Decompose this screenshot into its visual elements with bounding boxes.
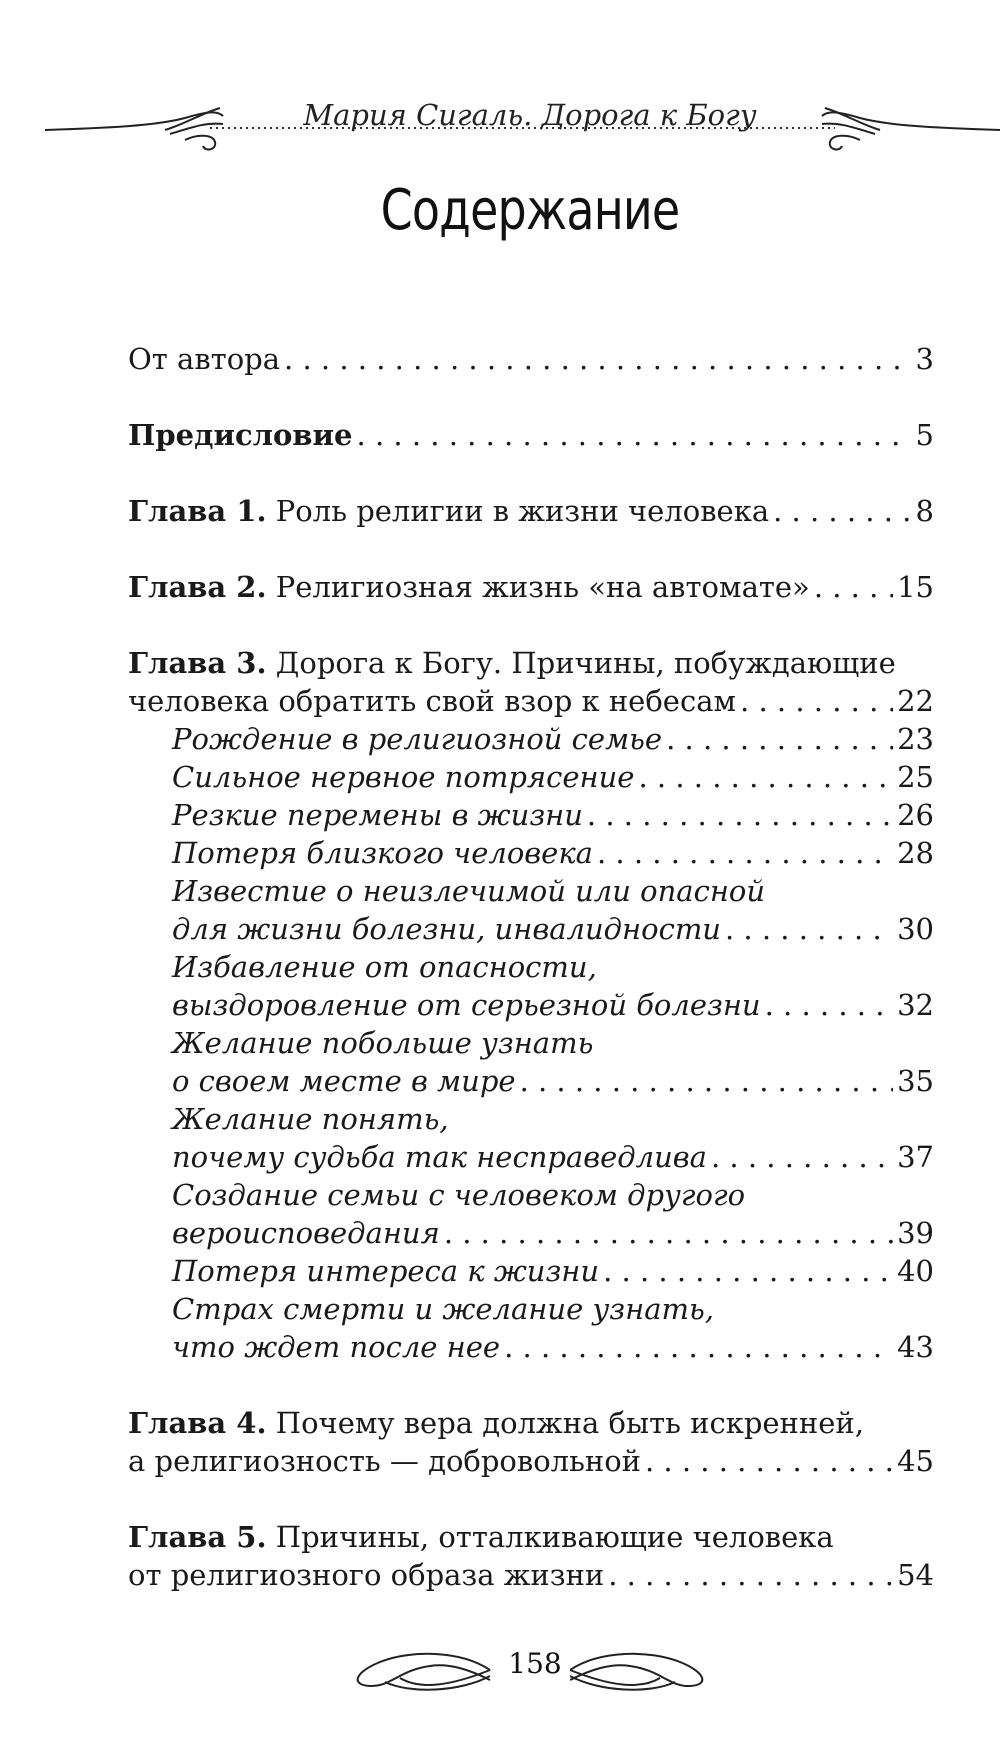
toc-line-label bbox=[128, 416, 353, 454]
toc-title-text: Страх смерти и желание узнать, bbox=[172, 1292, 714, 1326]
toc-line-label bbox=[172, 720, 662, 758]
toc-line-label bbox=[172, 1214, 440, 1252]
dot-leader bbox=[357, 416, 912, 454]
toc-line-label bbox=[172, 910, 721, 948]
toc-line bbox=[128, 1556, 934, 1594]
toc-entry bbox=[128, 644, 934, 1366]
chapter-number: Глава 3. bbox=[128, 646, 267, 680]
toc-line-label bbox=[172, 1328, 500, 1366]
chapter-number: Предисловие bbox=[128, 418, 353, 452]
dot-leader bbox=[597, 834, 893, 872]
toc-line bbox=[128, 1404, 934, 1442]
toc-subsection-line bbox=[128, 1328, 934, 1366]
toc-line-label bbox=[172, 796, 583, 834]
toc-line-label bbox=[128, 1442, 641, 1480]
toc-page-number: 54 bbox=[897, 1558, 934, 1592]
toc-subsection-line bbox=[128, 834, 934, 872]
toc-page-number: 23 bbox=[897, 722, 934, 756]
toc-title-text: Создание семьи с человеком другого bbox=[172, 1178, 746, 1212]
running-head: Мария Сигаль. Дорога к Богу bbox=[303, 98, 757, 132]
toc-title-text: Известие о неизлечимой или опасной bbox=[172, 874, 766, 908]
toc-entry bbox=[128, 492, 934, 530]
toc-title-text: Сильное нервное потрясение bbox=[172, 760, 635, 794]
dot-leader bbox=[765, 986, 893, 1024]
toc-subsection-line bbox=[128, 1024, 934, 1062]
dot-leader bbox=[814, 568, 893, 606]
chapter-number: Глава 2. bbox=[128, 570, 267, 604]
toc-page-number: 26 bbox=[897, 798, 934, 832]
toc-title-text: а религиозность — добровольной bbox=[128, 1444, 641, 1478]
toc-line bbox=[128, 644, 934, 682]
toc-entry bbox=[128, 568, 934, 606]
toc-title-text: выздоровление от серьезной болезни bbox=[172, 988, 761, 1022]
dot-leader bbox=[504, 1328, 893, 1366]
toc-page-number: 32 bbox=[897, 988, 934, 1022]
toc-line-label bbox=[128, 1556, 604, 1594]
toc-title-text: Желание понять, bbox=[172, 1102, 449, 1136]
toc-subsection-line bbox=[128, 720, 934, 758]
toc-page-number: 8 bbox=[915, 494, 934, 528]
toc-line-label bbox=[128, 682, 736, 720]
toc-line-label bbox=[172, 948, 597, 986]
toc-title-text: Рождение в религиозной семье bbox=[172, 722, 663, 756]
toc-page-number: 45 bbox=[897, 1444, 934, 1478]
toc-title-text: Дорога к Богу. Причины, побуждающие bbox=[275, 646, 896, 680]
toc-title-text: о своем месте в мире bbox=[172, 1064, 516, 1098]
toc-page-number: 37 bbox=[897, 1140, 934, 1174]
toc-subsection-line bbox=[128, 948, 934, 986]
toc-line bbox=[128, 568, 934, 606]
dot-leader bbox=[711, 1138, 893, 1176]
toc-line-label bbox=[172, 1138, 707, 1176]
dot-leader bbox=[587, 796, 893, 834]
toc-line-label bbox=[172, 986, 761, 1024]
toc-subsection-line bbox=[128, 910, 934, 948]
toc-subsection-line bbox=[128, 1214, 934, 1252]
toc-subsection-line bbox=[128, 1252, 934, 1290]
table-of-contents bbox=[128, 340, 934, 1632]
toc-line bbox=[128, 492, 934, 530]
toc-line bbox=[128, 416, 934, 454]
dot-leader bbox=[603, 1252, 893, 1290]
toc-subsection-line bbox=[128, 758, 934, 796]
toc-title-text: Потеря интереса к жизни bbox=[172, 1254, 600, 1288]
toc-entry bbox=[128, 416, 934, 454]
toc-title-text: вероисповедания bbox=[172, 1216, 440, 1250]
toc-line-label bbox=[128, 568, 810, 606]
toc-subsection-line bbox=[128, 872, 934, 910]
toc-title-text: Желание побольше узнать bbox=[172, 1026, 594, 1060]
dot-leader bbox=[740, 682, 893, 720]
toc-page-number: 40 bbox=[897, 1254, 934, 1288]
toc-title-text: почему судьба так несправедлива bbox=[172, 1140, 707, 1174]
toc-page-number: 28 bbox=[897, 836, 934, 870]
toc-page-number: 22 bbox=[897, 684, 934, 718]
toc-line-label bbox=[128, 492, 769, 530]
toc-subsection-line bbox=[128, 1138, 934, 1176]
page-number: 158 bbox=[500, 1647, 570, 1680]
toc-entry bbox=[128, 1404, 934, 1480]
toc-entry bbox=[128, 1518, 934, 1594]
toc-line-label bbox=[172, 1176, 745, 1214]
toc-title-text: Почему вера должна быть искренней, bbox=[275, 1406, 864, 1440]
toc-line bbox=[128, 682, 934, 720]
toc-title-text: Резкие перемены в жизни bbox=[172, 798, 583, 832]
toc-line-label bbox=[172, 1100, 449, 1138]
toc-title-text: человека обратить свой взор к небесам bbox=[128, 684, 737, 718]
toc-subsection-line bbox=[128, 1290, 934, 1328]
dot-leader bbox=[520, 1062, 894, 1100]
toc-subsection-line bbox=[128, 1100, 934, 1138]
toc-line bbox=[128, 1518, 934, 1556]
toc-title-text: для жизни болезни, инвалидности bbox=[172, 912, 721, 946]
toc-page-number: 15 bbox=[897, 570, 934, 604]
toc-line-label bbox=[172, 834, 593, 872]
dot-leader bbox=[666, 720, 893, 758]
chapter-number: Глава 4. bbox=[128, 1406, 267, 1440]
toc-page-number: 5 bbox=[915, 418, 934, 452]
toc-subsection-line bbox=[128, 796, 934, 834]
toc-title-text: От автора bbox=[128, 342, 281, 376]
toc-line-label bbox=[172, 1062, 516, 1100]
dot-leader bbox=[608, 1556, 893, 1594]
toc-page-number: 30 bbox=[897, 912, 934, 946]
toc-title-text: Избавление от опасности, bbox=[172, 950, 597, 984]
toc-page-number: 35 bbox=[897, 1064, 934, 1098]
toc-line-label bbox=[128, 644, 896, 682]
dot-leader bbox=[638, 758, 893, 796]
toc-entry bbox=[128, 340, 934, 378]
chapter-number: Глава 1. bbox=[128, 494, 267, 528]
toc-title-text: Роль религии в жизни человека bbox=[275, 494, 770, 528]
toc-line-label bbox=[172, 1252, 599, 1290]
toc-subsection-line bbox=[128, 986, 934, 1024]
toc-line-label bbox=[172, 758, 634, 796]
toc-line-label bbox=[172, 872, 765, 910]
toc-title-text: Религиозная жизнь «на автомате» bbox=[275, 570, 810, 604]
toc-page-number: 43 bbox=[897, 1330, 934, 1364]
toc-title-text: от религиозного образа жизни bbox=[128, 1558, 605, 1592]
toc-page-number: 3 bbox=[915, 342, 934, 376]
toc-line bbox=[128, 340, 934, 378]
chapter-number: Глава 5. bbox=[128, 1520, 267, 1554]
toc-subsection-line bbox=[128, 1062, 934, 1100]
toc-title-text: Потеря близкого человека bbox=[172, 836, 593, 870]
toc-page-number: 39 bbox=[897, 1216, 934, 1250]
toc-title-text: что ждет после нее bbox=[172, 1330, 501, 1364]
toc-page-number: 25 bbox=[897, 760, 934, 794]
toc-line bbox=[128, 1442, 934, 1480]
toc-line-label bbox=[172, 1024, 593, 1062]
toc-subsection-line bbox=[128, 1176, 934, 1214]
dot-leader bbox=[773, 492, 911, 530]
page-title: Содержание bbox=[380, 178, 680, 243]
toc-line-label bbox=[128, 1518, 834, 1556]
toc-line-label bbox=[172, 1290, 714, 1328]
dot-leader bbox=[725, 910, 893, 948]
toc-title-text: Причины, отталкивающие человека bbox=[275, 1520, 834, 1554]
dot-leader bbox=[444, 1214, 893, 1252]
toc-line-label bbox=[128, 1404, 864, 1442]
dot-leader bbox=[645, 1442, 893, 1480]
dot-leader bbox=[284, 340, 912, 378]
toc-line-label bbox=[128, 340, 280, 378]
